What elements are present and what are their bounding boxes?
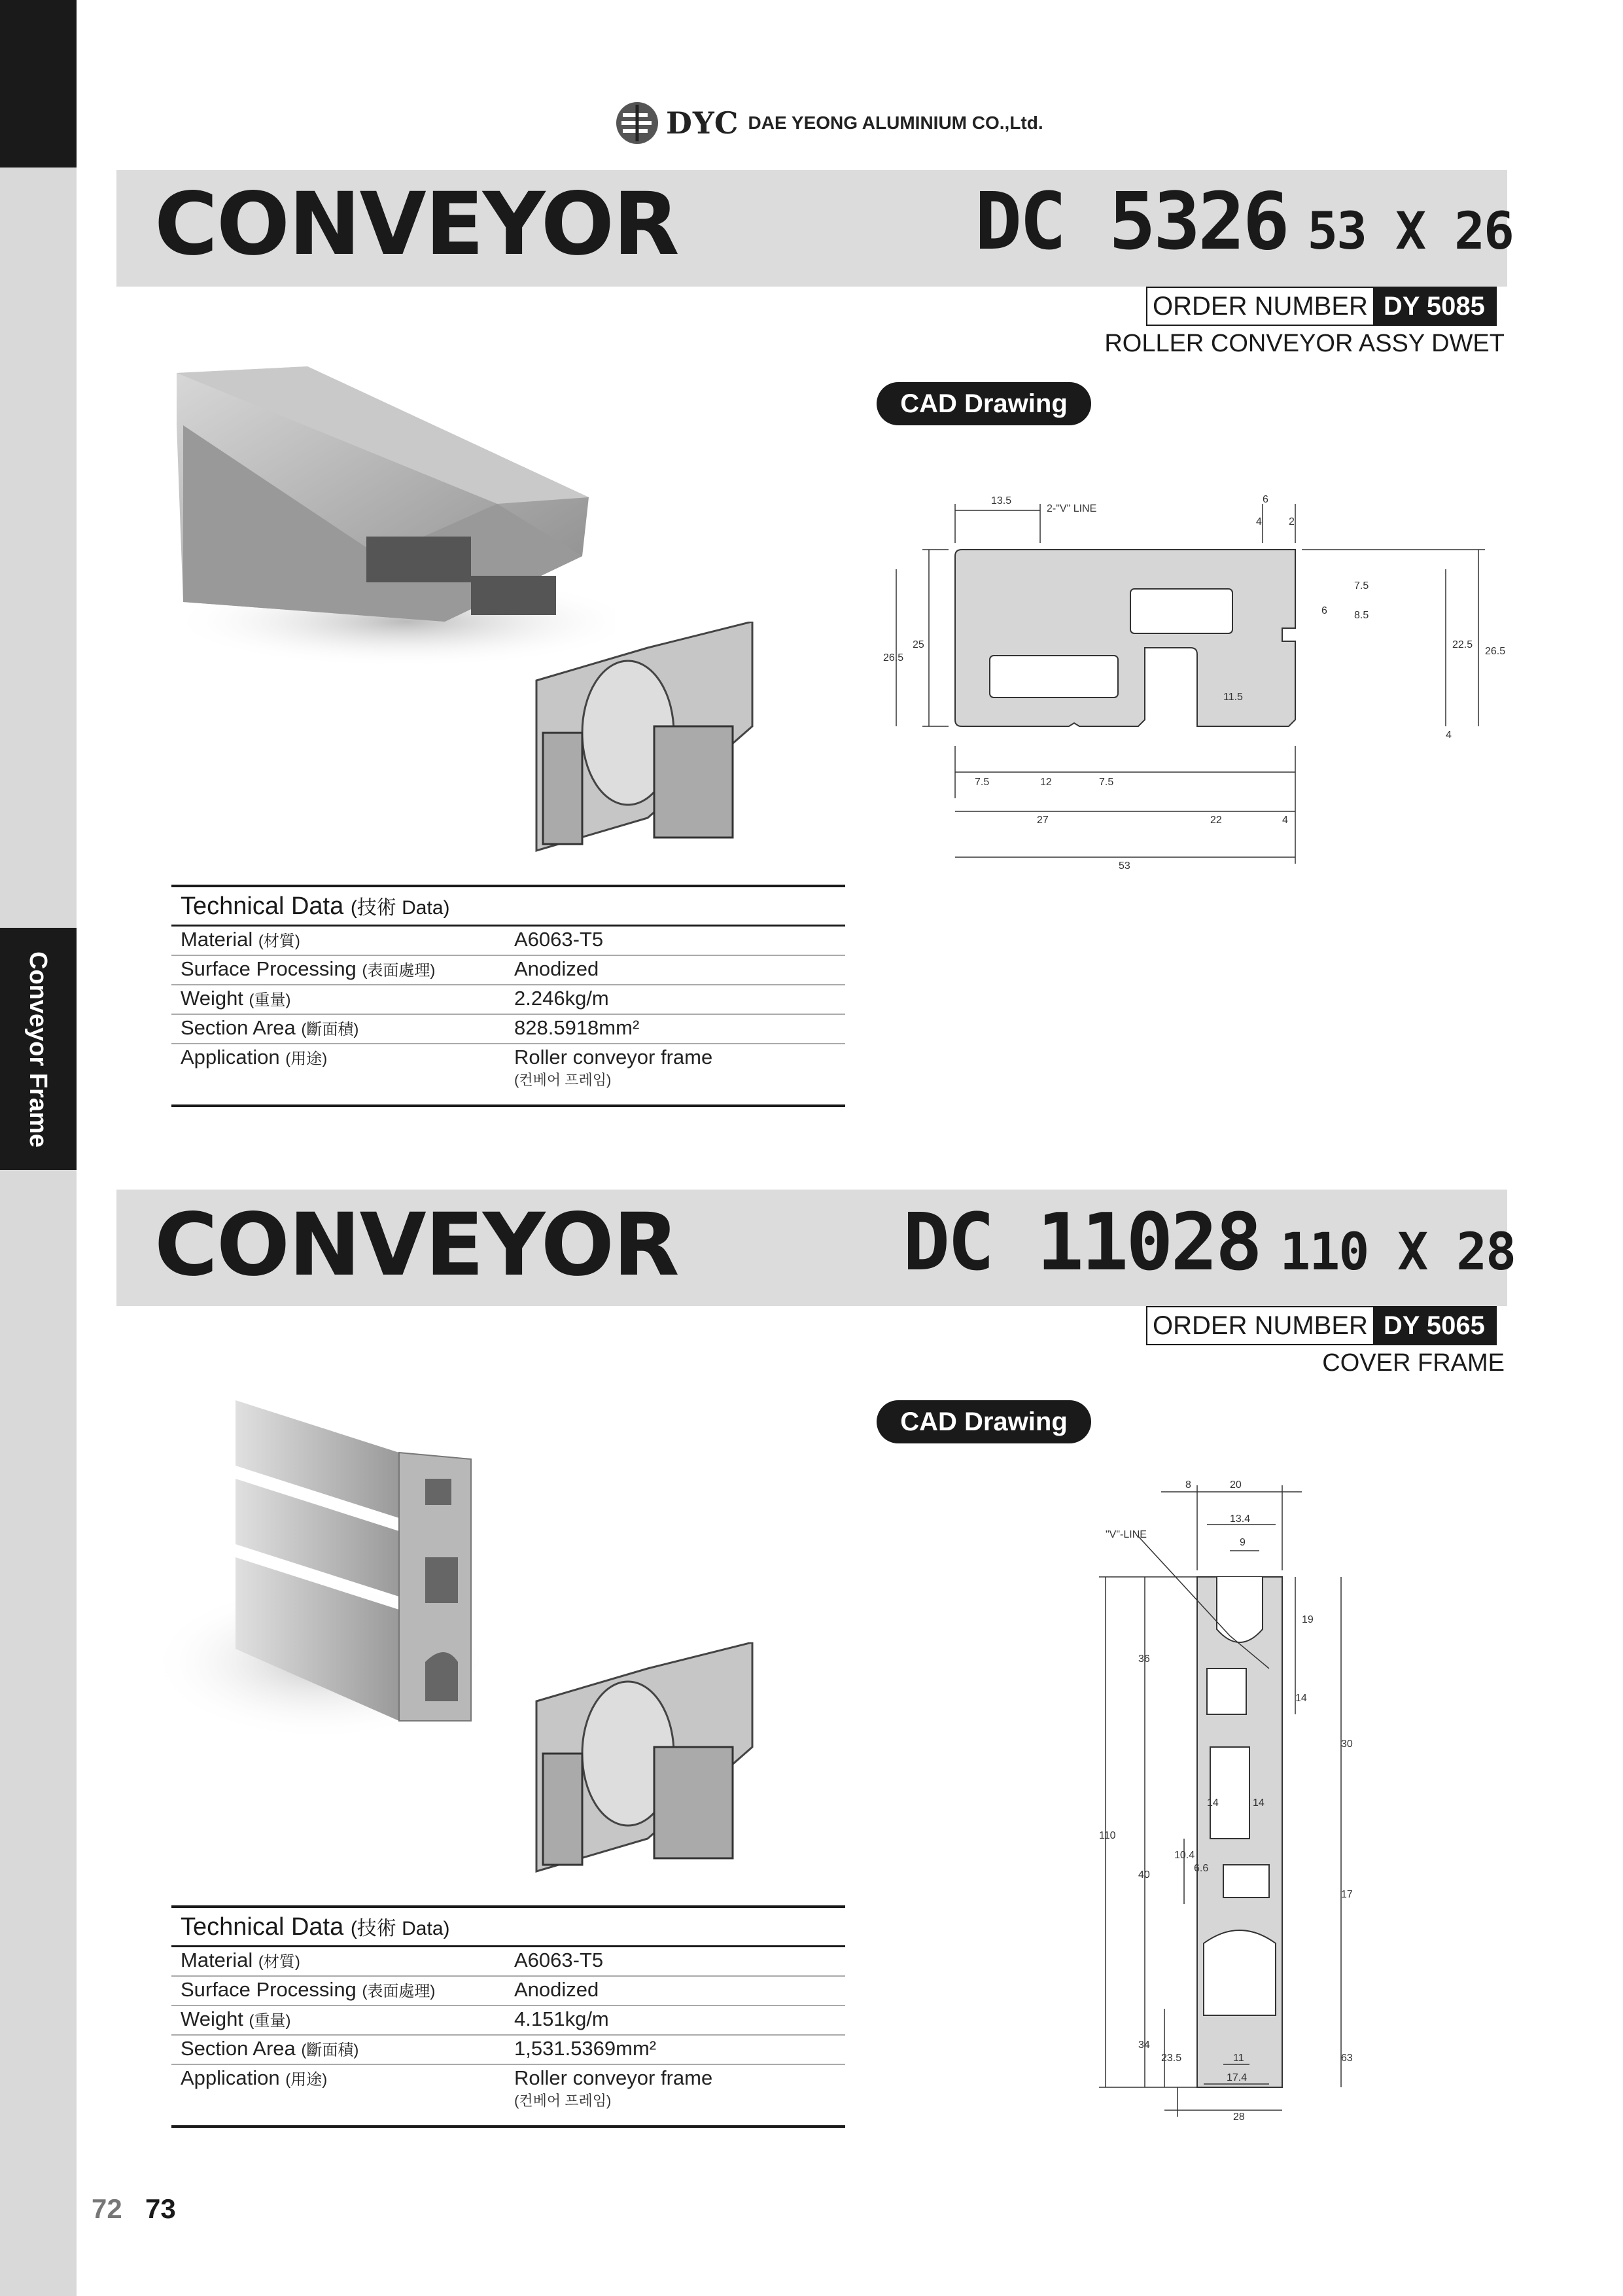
svg-text:7.5: 7.5: [1354, 580, 1369, 592]
row-value: Roller conveyor frame: [514, 2066, 713, 2089]
svg-text:20: 20: [1230, 1479, 1242, 1491]
row-value: Anodized: [514, 957, 599, 980]
svg-text:7.5: 7.5: [1099, 777, 1114, 788]
svg-text:6.6: 6.6: [1194, 1863, 1209, 1874]
svg-text:19: 19: [1302, 1614, 1314, 1625]
svg-text:36: 36: [1138, 1653, 1150, 1665]
row-key-sub: (重量): [249, 2012, 291, 2030]
assembly-thumbnail-2: [523, 1642, 759, 1884]
svg-text:12: 12: [1040, 777, 1052, 788]
svg-text:11: 11: [1233, 2053, 1244, 2064]
svg-text:26.5: 26.5: [1485, 646, 1506, 657]
row-key: Weight: [181, 987, 243, 1010]
model-title: [903, 1197, 1515, 1288]
row-key: Application: [181, 1046, 280, 1069]
svg-text:11.5: 11.5: [1223, 692, 1243, 703]
technical-data-table-2: [171, 1905, 845, 2128]
category-title: CONVEYOR: [154, 1195, 678, 1296]
svg-text:8: 8: [1185, 1479, 1191, 1491]
model-dimensions: 53 X 26: [1307, 202, 1513, 261]
svg-text:63: 63: [1341, 2053, 1353, 2064]
svg-text:9: 9: [1240, 1537, 1246, 1548]
table-row: [171, 2065, 845, 2128]
svg-text:17.4: 17.4: [1227, 2072, 1248, 2083]
cad-drawing-badge[interactable]: CAD Drawing: [877, 1400, 1091, 1443]
row-value-sub: (컨베어 프레임): [514, 1072, 612, 1088]
page-number-right: 73: [145, 2193, 176, 2224]
row-key-sub: (用途): [285, 2071, 328, 2089]
product-photo-dc11028: [150, 1387, 517, 1754]
model-number: DC 5326: [975, 177, 1287, 268]
order-number-value: DY 5085: [1373, 288, 1495, 325]
brand-name: DYC: [666, 105, 739, 141]
svg-text:6: 6: [1321, 605, 1327, 616]
row-value: A6063-T5: [514, 928, 604, 951]
row-key: Section Area: [181, 2037, 296, 2060]
tech-data-title: [171, 885, 845, 927]
svg-text:30: 30: [1341, 1739, 1353, 1750]
section-tab-label: Conveyor Frame: [24, 951, 52, 1148]
company-logo: [615, 97, 1043, 149]
row-value: 1,531.5369mm²: [514, 2037, 657, 2060]
cad-drawing-dc5326: [870, 484, 1524, 877]
assembly-thumbnail-1: [523, 622, 759, 864]
order-number-label: ORDER NUMBER: [1153, 1311, 1368, 1340]
tech-title-text: Technical Data: [181, 1913, 344, 1941]
order-number-box: [1146, 1306, 1497, 1345]
row-key: Application: [181, 2066, 280, 2089]
svg-text:2: 2: [1289, 516, 1295, 527]
row-value-sub: (컨베어 프레임): [514, 2093, 612, 2109]
svg-text:7.5: 7.5: [975, 777, 990, 788]
table-row: [171, 956, 845, 985]
table-row: [171, 2036, 845, 2065]
company-name: DAE YEONG ALUMINIUM CO.,Ltd.: [748, 113, 1043, 133]
svg-text:27: 27: [1037, 815, 1049, 826]
row-key: Material: [181, 1949, 253, 1971]
svg-text:22: 22: [1210, 815, 1222, 826]
svg-text:13.4: 13.4: [1230, 1513, 1251, 1525]
row-key-sub: (表面處理): [362, 1983, 436, 2000]
table-row: [171, 927, 845, 956]
row-key: Surface Processing: [181, 1978, 357, 2001]
row-value: 2.246kg/m: [514, 987, 609, 1010]
row-value: 4.151kg/m: [514, 2007, 609, 2030]
tech-title-text: Technical Data: [181, 892, 344, 920]
row-key: Section Area: [181, 1016, 296, 1039]
svg-text:4: 4: [1256, 516, 1262, 527]
svg-text:40: 40: [1138, 1869, 1150, 1881]
svg-text:8.5: 8.5: [1354, 610, 1369, 621]
order-number-box: [1146, 287, 1497, 326]
table-row: [171, 1044, 845, 1107]
model-dimensions: 110 X 28: [1280, 1223, 1516, 1282]
svg-text:4: 4: [1282, 815, 1288, 826]
svg-text:23.5: 23.5: [1161, 2053, 1182, 2064]
row-key: Weight: [181, 2007, 243, 2030]
row-key: Material: [181, 928, 253, 951]
svg-text:10.4: 10.4: [1174, 1850, 1195, 1861]
model-number: DC 11028: [903, 1197, 1260, 1288]
cad-drawing-dc11028: [1034, 1472, 1387, 2127]
table-row: [171, 985, 845, 1015]
svg-text:14: 14: [1207, 1797, 1219, 1809]
svg-text:17: 17: [1341, 1889, 1353, 1900]
product-description: ROLLER CONVEYOR ASSY DWET: [1104, 330, 1505, 357]
svg-text:110: 110: [1099, 1830, 1116, 1841]
technical-data-table-1: [171, 885, 845, 1107]
row-key-sub: (斷面積): [301, 2041, 359, 2059]
order-number-value: DY 5065: [1373, 1307, 1495, 1344]
row-key-sub: (材質): [258, 1953, 300, 1971]
svg-text:26.5: 26.5: [883, 652, 904, 663]
row-value: Roller conveyor frame: [514, 1046, 713, 1069]
row-value: A6063-T5: [514, 1949, 604, 1971]
svg-text:2-"V" LINE: 2-"V" LINE: [1047, 503, 1097, 514]
svg-text:53: 53: [1119, 860, 1130, 872]
table-row: [171, 2006, 845, 2036]
svg-text:13.5: 13.5: [991, 495, 1012, 506]
order-number-label: ORDER NUMBER: [1153, 292, 1368, 321]
row-value: 828.5918mm²: [514, 1016, 640, 1039]
table-row: [171, 1947, 845, 1977]
svg-text:25: 25: [913, 639, 924, 650]
svg-text:14: 14: [1253, 1797, 1265, 1809]
tech-data-title: [171, 1905, 845, 1947]
row-key-sub: (材質): [258, 932, 300, 950]
table-row: [171, 1977, 845, 2006]
svg-text:34: 34: [1138, 2040, 1150, 2051]
row-key-sub: (用途): [285, 1050, 328, 1068]
svg-text:14: 14: [1295, 1693, 1307, 1704]
row-key-sub: (重量): [249, 991, 291, 1009]
tech-title-sub: (技術 Data): [350, 897, 450, 919]
svg-text:22.5: 22.5: [1452, 639, 1473, 650]
page-number-left: 72: [92, 2193, 122, 2224]
row-value: Anodized: [514, 1978, 599, 2001]
row-key-sub: (斷面積): [301, 1021, 359, 1038]
svg-text:6: 6: [1263, 494, 1268, 505]
rail-top-block: [0, 0, 77, 168]
row-key: Surface Processing: [181, 957, 357, 980]
dyc-logo-mark-icon: [615, 101, 659, 145]
cad-drawing-badge[interactable]: CAD Drawing: [877, 382, 1091, 425]
tech-title-sub: (技術 Data): [350, 1918, 450, 1939]
svg-text:4: 4: [1446, 730, 1452, 741]
table-row: [171, 1015, 845, 1044]
product-description: COVER FRAME: [1322, 1349, 1505, 1377]
svg-text:"V"-LINE: "V"-LINE: [1106, 1529, 1147, 1540]
svg-text:28: 28: [1233, 2111, 1245, 2123]
category-title: CONVEYOR: [154, 174, 678, 275]
row-key-sub: (表面處理): [362, 962, 436, 980]
model-title: [975, 177, 1513, 268]
